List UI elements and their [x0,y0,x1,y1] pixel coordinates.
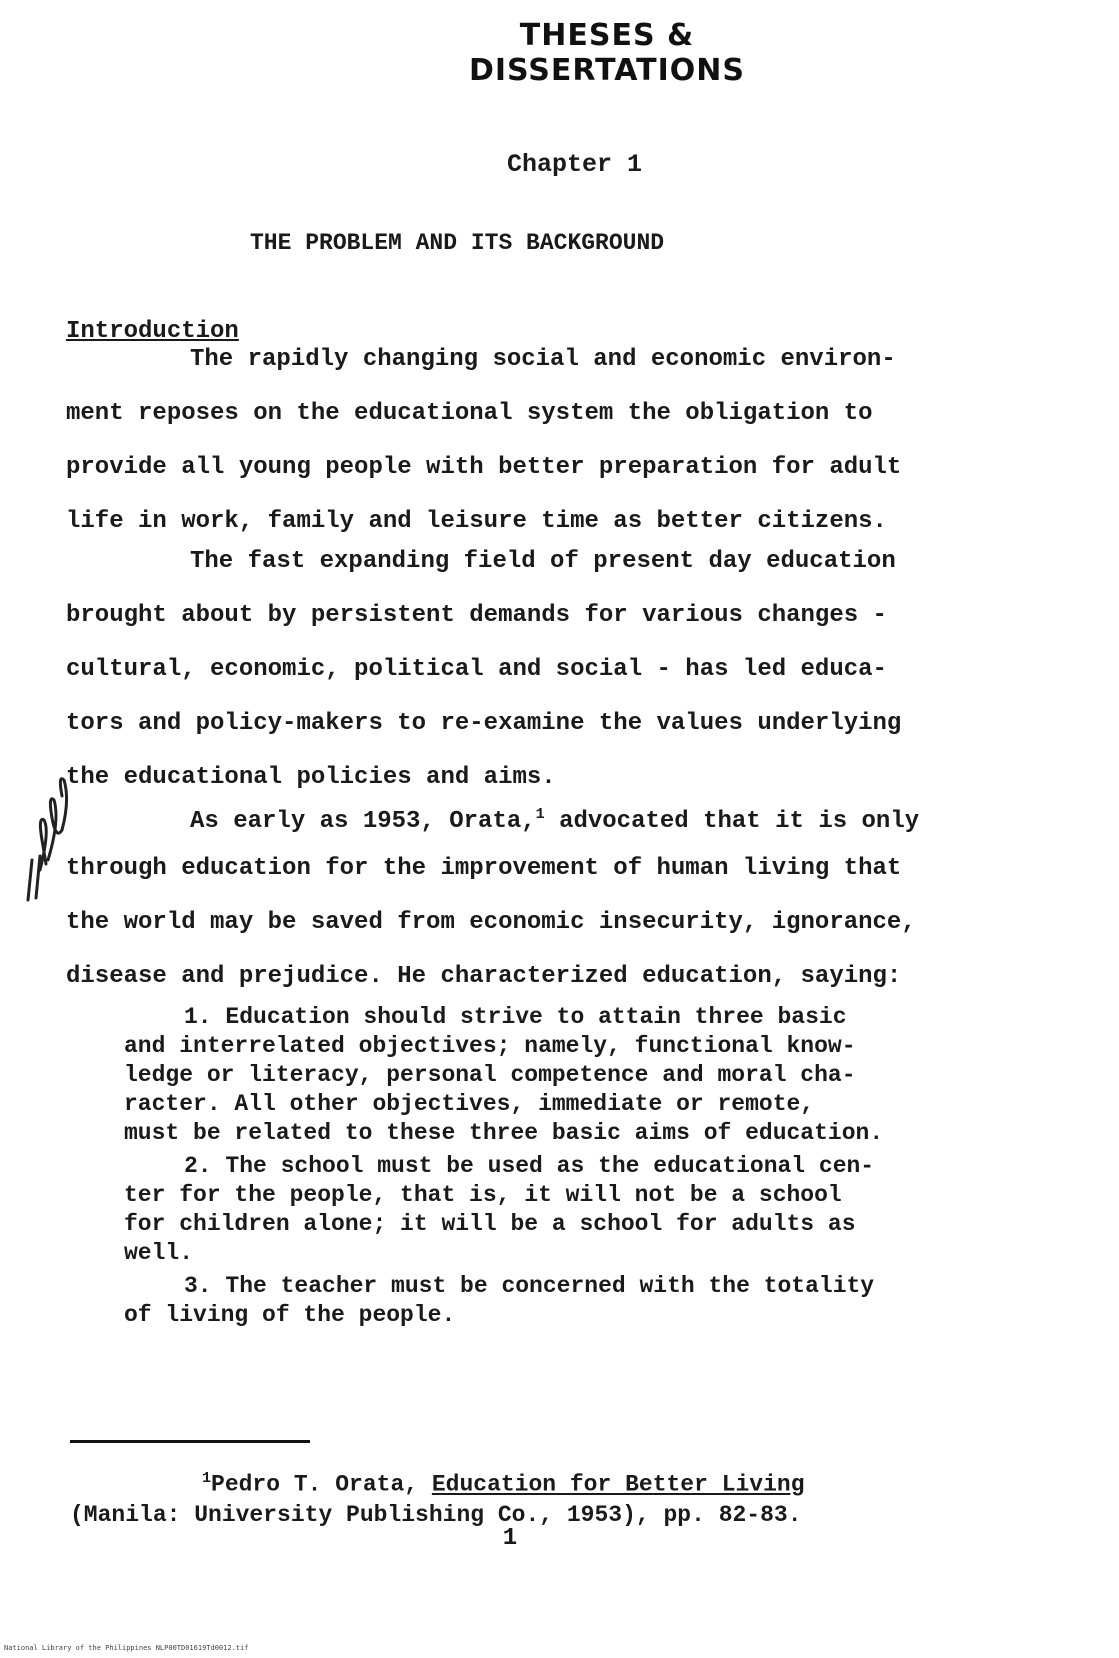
paragraph-line: life in work, family and leisure time as better citizens. [66,508,887,535]
handwritten-margin-note [10,760,80,910]
quote-line: 2. The school must be used as the educational cen- [184,1153,875,1179]
footnote-author: Pedro T. Orata, [211,1471,432,1498]
paragraph-line: disease and prejudice. He characterized education, saying: [66,963,902,990]
footnote [70,1464,1030,1530]
paragraph-line: ment reposes on the educational system the obligation to [66,400,873,427]
paragraph-line: through education for the improvement of human living that [66,855,902,882]
quote-line: and interrelated objectives; namely, functional know- [124,1033,856,1059]
paragraph-line [66,788,1006,842]
quote-line: ter for the people, that is, it will not be a school [124,1182,842,1208]
theses-dissertations-stamp: THESES & DISSERTATIONS [468,18,746,88]
quote-item-1 [124,1003,1024,1148]
quote-item-2 [124,1152,1024,1268]
paragraph-line: the educational policies and aims. [66,764,556,791]
paragraph-line: The rapidly changing social and economic environ- [190,346,896,373]
quote-line: of living of the people. [124,1302,456,1328]
quote-line: 1. Education should strive to attain three basic [184,1004,847,1030]
quote-line: for children alone; it will be a school for adults as [124,1211,856,1237]
page-number: 1 [502,1525,518,1552]
scan-footer: National Library of the Philippines NLP00TD01619Td0012.tif [4,1644,249,1652]
paragraph-line: cultural, economic, political and social - has led educa- [66,656,887,683]
paragraph-line: provide all young people with better preparation for adult [66,454,902,481]
footnote-line-1 [70,1464,1030,1500]
footnote-separator [70,1440,310,1443]
paragraph-line: the world may be saved from economic insecurity, ignorance, [66,909,916,936]
quote-line: ledge or literacy, personal competence and moral cha- [124,1062,856,1088]
quote-line: 3. The teacher must be concerned with the totality [184,1273,875,1299]
paragraph-line: brought about by persistent demands for various changes - [66,602,887,629]
quote-item-3 [124,1272,1024,1330]
paragraph-1 [66,333,1006,549]
paragraph-line: tors and policy-makers to re-examine the values underlying [66,710,902,737]
paragraph-line: The fast expanding field of present day education [190,548,896,575]
footnote-reference: 1 [535,806,545,823]
footnote-line-2: (Manila: University Publishing Co., 1953), pp. 82-83. [70,1501,802,1528]
paragraph-2 [66,535,1006,805]
chapter-title: THE PROBLEM AND ITS BACKGROUND [250,230,665,256]
quote-line: must be related to these three basic aims of education. [124,1120,884,1146]
section-heading: Introduction [66,318,239,345]
quote-line: well. [124,1240,194,1266]
paragraph-text: advocated that it is only [544,808,920,835]
paragraph-text: As early as 1953, Orata, [190,808,536,835]
quote-line: racter. All other objectives, immediate or remote, [124,1091,815,1117]
footnote-book-title: Education for Better Living [431,1471,805,1498]
chapter-label: Chapter 1 [506,150,643,179]
paragraph-3 [66,788,1006,1004]
footnote-marker: 1 [202,1470,212,1487]
